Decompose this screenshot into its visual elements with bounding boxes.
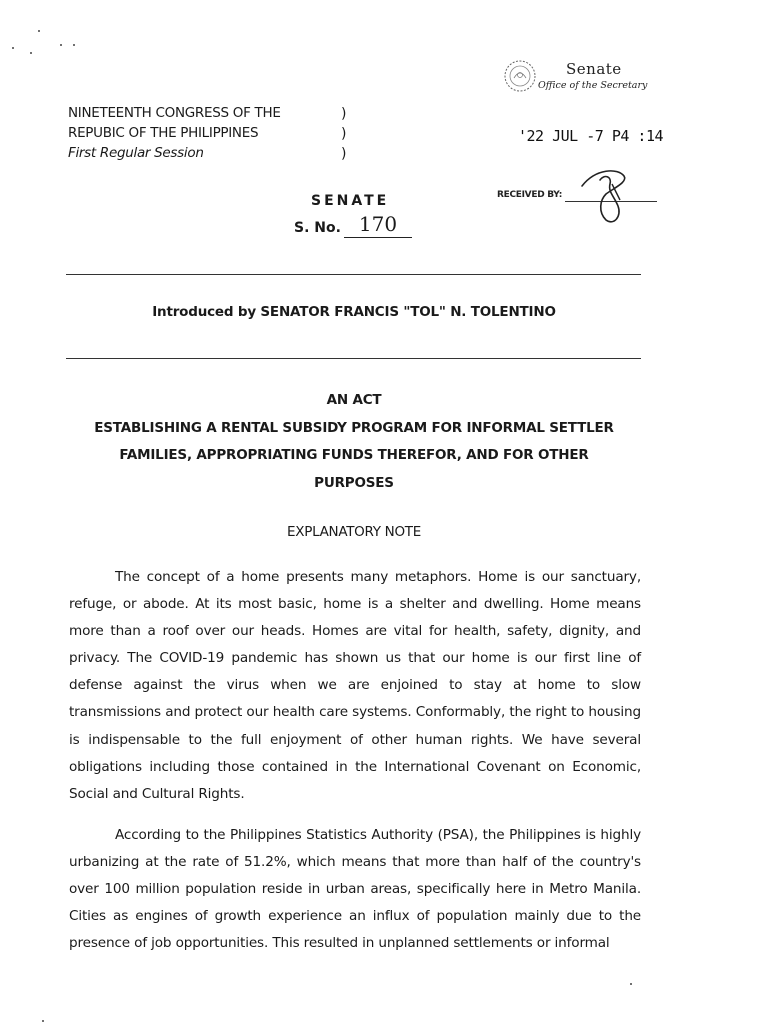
senate-receiving-stamp bbox=[500, 58, 660, 98]
introduced-by: Introduced by SENATOR FRANCIS "TOL" N. TOLENTINO bbox=[152, 304, 556, 320]
scan-speck bbox=[42, 1020, 44, 1022]
received-by-label: RECEIVED BY: bbox=[497, 190, 562, 200]
paren-1: ) bbox=[341, 106, 347, 122]
scan-speck bbox=[30, 52, 32, 54]
paren-3: ) bbox=[341, 146, 347, 162]
act-title-line-4: PURPOSES bbox=[314, 474, 394, 491]
bill-number: 170 bbox=[344, 211, 412, 238]
paragraph-1-text: The concept of a home presents many metaphors. Home is our sanctuary, refuge, or abode. At its most basic, home is a shelter and dwelling. Home means more than a roof over our heads. Homes are vital for health, safety, dignity, and privacy. The COVID-19 pandemic has shown us that our home is our first line of defense against the virus when we are enjoined to stay at home to slow transmissions and protect our health care systems. Conformably, the right to housing is indispensable to the full enjoyment of other human rights. We have several obligations including those contained in the International Covenant on Economic, Social and Cultural Rights. bbox=[69, 569, 641, 802]
act-title bbox=[0, 387, 708, 497]
header-parentheses bbox=[341, 104, 346, 164]
session-line: First Regular Session bbox=[68, 145, 204, 161]
chamber-label: SENATE bbox=[311, 193, 390, 209]
scan-speck bbox=[38, 30, 40, 32]
explanatory-note-heading: EXPLANATORY NOTE bbox=[287, 524, 421, 540]
received-date-stamp: '22 JUL -7 P4 :14 bbox=[518, 127, 664, 145]
scan-speck bbox=[60, 44, 62, 46]
stamp-office-text: Office of the Secretary bbox=[538, 80, 648, 91]
scan-speck bbox=[630, 983, 632, 985]
scan-speck bbox=[73, 44, 75, 46]
paren-2: ) bbox=[341, 126, 347, 142]
congress-line-1: NINETEENTH CONGRESS OF THE bbox=[68, 105, 281, 121]
divider-top bbox=[66, 274, 641, 275]
congress-line-2: REPUBIC OF THE PHILIPPINES bbox=[68, 125, 259, 141]
act-title-line-2: ESTABLISHING A RENTAL SUBSIDY PROGRAM FOR INFORMAL SETTLER bbox=[94, 419, 614, 436]
act-title-line-3: FAMILIES, APPROPRIATING FUNDS THEREFOR, AND FOR OTHER bbox=[119, 447, 589, 463]
bill-number-label: S. No. bbox=[294, 220, 341, 236]
divider-bottom bbox=[66, 358, 641, 359]
stamp-senate-text: Senate bbox=[566, 60, 622, 78]
senate-seal-icon bbox=[500, 58, 542, 96]
act-title-line-1: AN ACT bbox=[326, 392, 382, 408]
paragraph-2 bbox=[69, 822, 641, 957]
paragraph-2-text: According to the Philippines Statistics Authority (PSA), the Philippines is highly urbanizing at the rate of 51.2%, which means that more than half of the country's over 100 million population reside in urban areas, specifically here in Metro Manila. Cities as engines of growth experience an influx of population mainly due to the presence of job opportunities. This resulted in unplanned settlements or informal bbox=[69, 827, 641, 952]
scan-speck bbox=[12, 47, 14, 49]
congress-header bbox=[68, 103, 281, 163]
signature-icon bbox=[578, 166, 640, 228]
paragraph-1 bbox=[69, 564, 641, 808]
